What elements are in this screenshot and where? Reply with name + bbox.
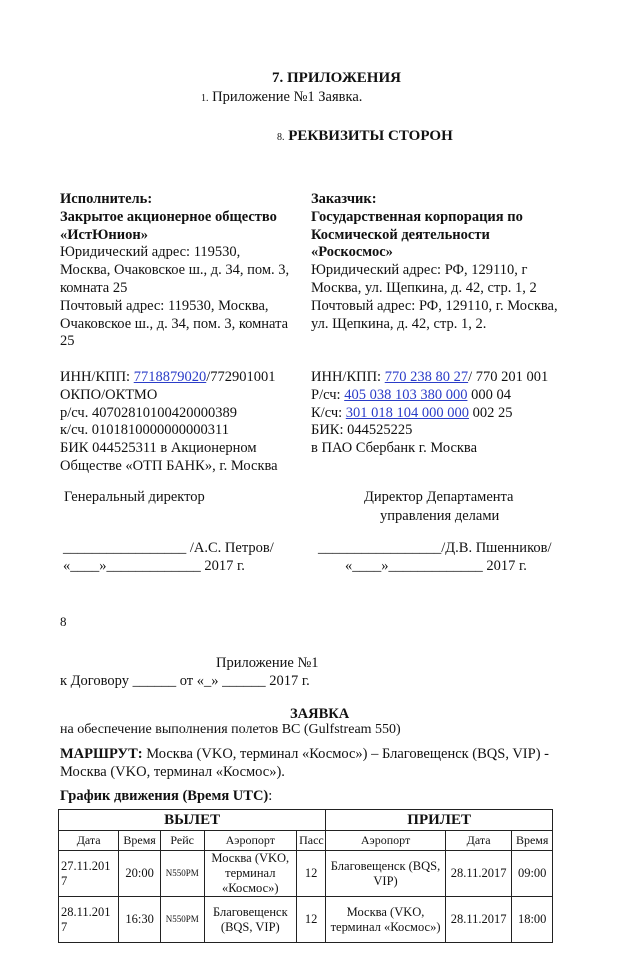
customer-signer-title-line: управления делами: [380, 508, 500, 524]
customer-bik: БИК: 044525225: [311, 422, 413, 439]
section7-item: [201, 89, 362, 106]
section7-item-text: Приложение №1 Заявка.: [212, 89, 363, 105]
col-header-arrival-time: Время: [512, 831, 553, 851]
row-arrival-date: 28.11.2017: [445, 897, 512, 943]
executor-address-line: комната 25: [60, 279, 128, 296]
col-header-flight: Рейс: [160, 831, 204, 851]
customer-address-line: Юридический адрес: РФ, 129110, г: [311, 262, 528, 279]
customer-rs-rest: 000 04: [467, 386, 511, 403]
executor-address-line: Юридический адрес: 119530,: [60, 244, 241, 261]
schedule-label: [60, 788, 272, 805]
row-flight: N550PM: [160, 897, 204, 943]
row-arrival-time: 18:00: [512, 897, 553, 943]
customer-name-line: Космической деятельности: [311, 226, 490, 243]
row-departure-airport: Благовещенск (BQS, VIP): [204, 897, 297, 943]
executor-bank-line: Обществе «ОТП БАНК», г. Москва: [60, 457, 278, 474]
customer-address-line: Почтовый адрес: РФ, 129110, г. Москва,: [311, 297, 558, 314]
customer-bank: в ПАО Сбербанк г. Москва: [311, 440, 478, 457]
executor-inn-link[interactable]: 7718879020: [133, 369, 207, 385]
row-pax: 12: [297, 851, 326, 897]
executor-bank-line: ОКПО/ОКТМО: [60, 386, 158, 403]
customer-ks: [311, 405, 548, 423]
row-arrival-airport: Благовещенск (BQS, VIP): [326, 851, 446, 897]
section7-title: 7. ПРИЛОЖЕНИЯ: [272, 70, 401, 86]
customer-address-line: Москва, ул. Щепкина, д. 42, стр. 1, 2: [311, 279, 537, 296]
row-departure-time: 16:30: [119, 897, 161, 943]
customer-ks-link[interactable]: 301 018 104 000 000: [345, 404, 470, 421]
executor-inn-rest: /772901001: [206, 369, 276, 385]
table-row: [59, 851, 553, 897]
request-subtitle: на обеспечение выполнения полетов ВС (Gulfstream 550): [60, 722, 401, 737]
col-header-arrival-airport: Аэропорт: [326, 831, 446, 851]
customer-ks-rest: 002 25: [469, 404, 513, 421]
schedule-label-text: График движения (Время UTC): [60, 788, 269, 804]
executor-name-line: «ИстЮнион»: [60, 226, 148, 243]
executor-address-line: Москва, Очаковское ш., д. 34, пом. 3,: [60, 262, 290, 279]
col-header-pax: Пасс: [297, 831, 326, 851]
table-row: [59, 897, 553, 943]
customer-address-line: ул. Щепкина, д. 42, стр. 1, 2.: [311, 315, 487, 332]
executor-sign-line: _________________ /А.С. Петров/: [63, 540, 274, 556]
executor-date-line: «____»_____________ 2017 г.: [63, 558, 245, 574]
schedule-group-header: [59, 810, 553, 831]
row-arrival-time: 09:00: [512, 851, 553, 897]
route-label: МАРШРУТ:: [60, 746, 143, 762]
departure-header: ВЫЛЕТ: [59, 810, 326, 831]
row-departure-date: 28.11.2017: [59, 897, 119, 943]
appendix-contract-line: к Договору ______ от «_» ______ 2017 г.: [60, 673, 310, 689]
executor-bank-line: к/сч. 0101810000000000311: [60, 422, 229, 439]
col-header-arrival-date: Дата: [445, 831, 512, 851]
schedule-column-header: [59, 831, 553, 851]
customer-rs-label: Р/сч:: [311, 386, 345, 403]
section8-num: 8.: [277, 132, 285, 143]
customer-bank-block: [311, 369, 548, 458]
row-departure-airport: Москва (VKO, терминал «Космос»): [204, 851, 297, 897]
route-text: Москва (VKO, терминал «Космос») – Благовещенск (BQS, VIP) -: [142, 746, 549, 762]
executor-signer-title: Генеральный директор: [64, 489, 205, 505]
customer-signer-title-line: Директор Департамента: [364, 489, 514, 505]
section7-item-num: 1.: [201, 93, 209, 104]
customer-block: [311, 191, 558, 333]
row-flight: N550PM: [160, 851, 204, 897]
customer-name-line: «Роскосмос»: [311, 244, 393, 261]
customer-inn-label: ИНН/КПП:: [311, 369, 385, 385]
page-number: 8: [60, 614, 67, 629]
row-pax: 12: [297, 897, 326, 943]
arrival-header: ПРИЛЕТ: [326, 810, 553, 831]
col-header-airport: Аэропорт: [204, 831, 297, 851]
section8-title: [277, 128, 453, 145]
customer-sign-line: _________________/Д.В. Пшенников/: [318, 540, 552, 556]
schedule-table: [58, 809, 553, 943]
customer-rs: [311, 387, 548, 405]
executor-address-line: Очаковское ш., д. 34, пом. 3, комната: [60, 315, 289, 332]
col-header-time: Время: [119, 831, 161, 851]
customer-name-line: Государственная корпорация по: [311, 208, 523, 225]
row-departure-time: 20:00: [119, 851, 161, 897]
executor-heading: Исполнитель:: [60, 191, 153, 207]
row-arrival-airport: Москва (VKO, терминал «Космос»): [326, 897, 446, 943]
row-arrival-date: 28.11.2017: [445, 851, 512, 897]
customer-inn-rest: / 770 201 001: [468, 369, 549, 385]
executor-address-line: 25: [60, 333, 75, 350]
schedule-label-colon: :: [268, 788, 273, 804]
route-line-2: Москва (VKO, терминал «Космос»).: [60, 764, 285, 780]
executor-bank-block: [60, 369, 278, 476]
customer-inn: [311, 369, 548, 387]
customer-inn-link[interactable]: 770 238 80 27: [384, 369, 469, 385]
customer-ks-label: К/сч:: [311, 404, 346, 421]
executor-inn: [60, 369, 278, 387]
customer-rs-link[interactable]: 405 038 103 380 000: [344, 386, 468, 403]
row-departure-date: 27.11.2017: [59, 851, 119, 897]
section8-title-text: РЕКВИЗИТЫ СТОРОН: [288, 128, 453, 144]
executor-bank-line: БИК 044525311 в Акционерном: [60, 440, 257, 457]
executor-name-line: Закрытое акционерное общество: [60, 208, 277, 225]
appendix-title: Приложение №1: [216, 655, 319, 671]
executor-bank-line: р/сч. 40702810100420000389: [60, 404, 237, 421]
executor-block: [60, 191, 289, 351]
executor-inn-label: ИНН/КПП:: [60, 369, 134, 385]
request-title: ЗАЯВКА: [290, 706, 350, 722]
customer-date-line: «____»_____________ 2017 г.: [345, 558, 527, 574]
col-header-date: Дата: [59, 831, 119, 851]
route-line: [60, 746, 549, 763]
customer-heading: Заказчик:: [311, 191, 377, 207]
executor-address-line: Почтовый адрес: 119530, Москва,: [60, 297, 269, 314]
